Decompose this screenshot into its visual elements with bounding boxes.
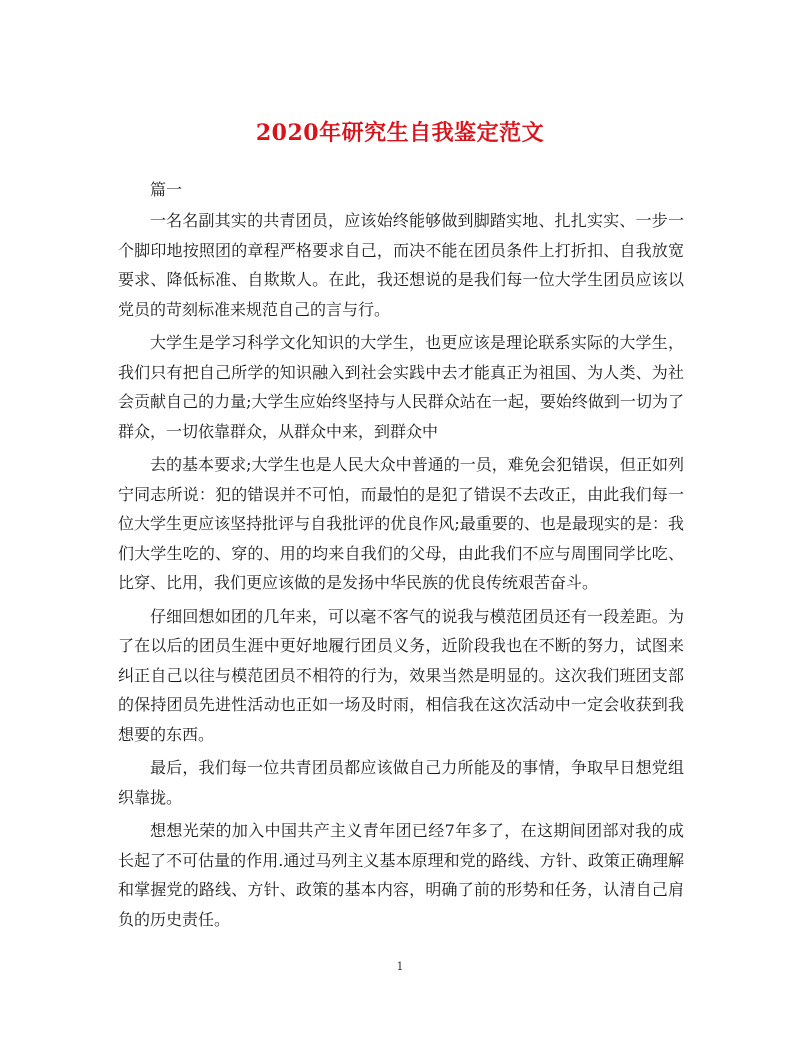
- paragraph-3: 去的基本要求;大学生也是人民大众中普通的一员，难免会犯错误，但正如列宁同志所说：犯的错误并不可怕，而最怕的是犯了错误不去改正，由此我们每一位大学生更应该坚持批评与自我批评的优良作风;最重要的、也是最现实的是：我们大学生吃的、穿的、用的均来自我们的父母，由此我们不应与周围同学比吃、比穿、比用，我们更应该做的是发扬中华民族的优良传统艰苦奋斗。: [118, 455, 684, 592]
- section-label: 篇一: [150, 180, 183, 199]
- paragraph-2: 大学生是学习科学文化知识的大学生，也更应该是理论联系实际的大学生，我们只有把自己所学的知识融入到社会实践中去才能真正为祖国、为人类、为社会贡献自己的力量;大学生应始终坚持与人民群众站在一起，要始终做到一切为了群众，一切依靠群众，从群众中来，到群众中: [118, 333, 684, 441]
- document-body: [118, 174, 684, 938]
- document-title: 2020年研究生自我鉴定范文: [255, 120, 545, 146]
- paragraph-6: 想想光荣的加入中国共产主义青年团已经7年多了，在这期间团部对我的成长起了不可估量的作用.通过马列主义基本原理和党的路线、方针、政策正确理解和掌握党的路线、方针、政策的基本内容，明确了前的形势和任务，认清自己肩负的历史责任。: [118, 821, 684, 929]
- paragraph-4: 仔细回想如团的几年来，可以毫不客气的说我与模范团员还有一段差距。为了在以后的团员生涯中更好地履行团员义务，近阶段我也在不断的努力，试图来纠正自己以往与模范团员不相符的行为，效果当然是明显的。这次我们班团支部的保持团员先进性活动也正如一场及时雨，相信我在这次活动中一定会收获到我想要的东西。: [118, 606, 684, 744]
- paragraph-1: 一名名副其实的共青团员，应该始终能够做到脚踏实地、扎扎实实、一步一个脚印地按照团的章程严格要求自己，而决不能在团员条件上打折扣、自我放宽要求、降低标准、自欺欺人。在此，我还想说的是我们每一位大学生团员应该以党员的苛刻标准来规范自己的言与行。: [118, 211, 684, 319]
- paragraph-5: 最后，我们每一位共青团员都应该做自己力所能及的事情，争取早日想党组织靠拢。: [118, 758, 684, 807]
- page-number: 1: [396, 960, 404, 973]
